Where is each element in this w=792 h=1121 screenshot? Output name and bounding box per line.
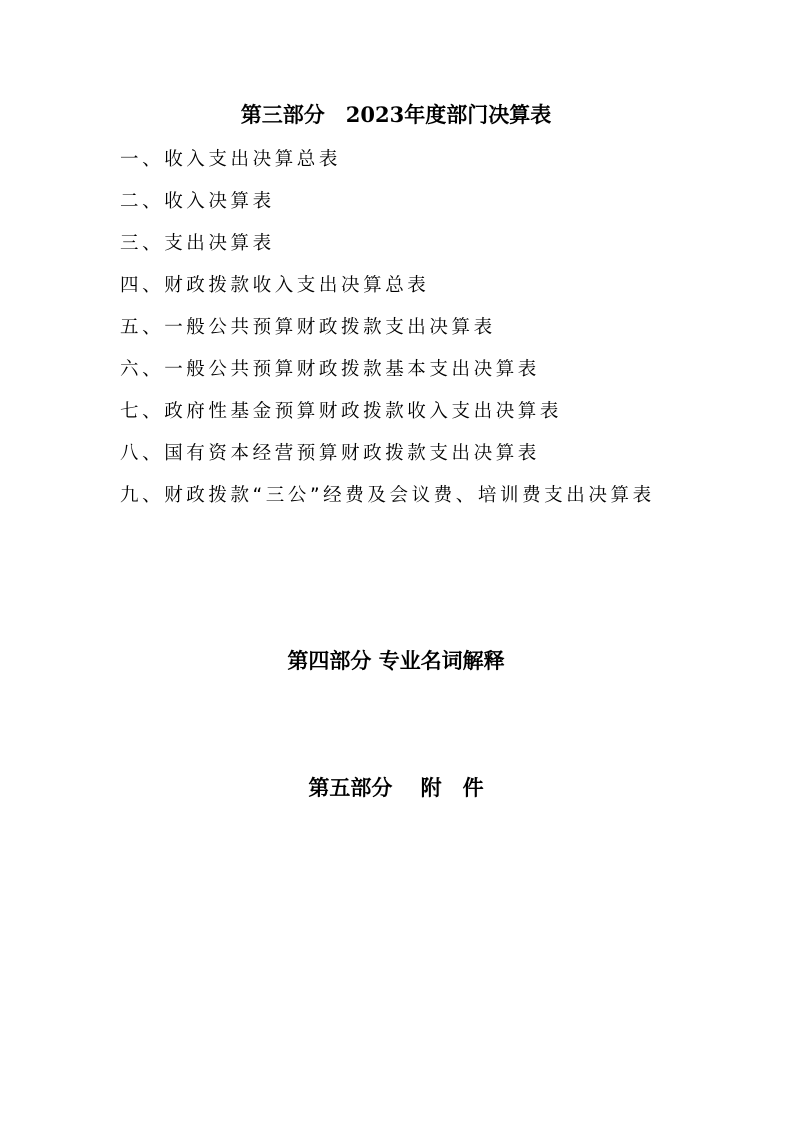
part3-title: 第三部分 2023年度部门决算表 bbox=[240, 102, 552, 127]
part4-title: 第四部分 专业名词解释 bbox=[287, 648, 505, 673]
list-item: 九、财政拨款“三公”经费及会议费、培训费支出决算表 bbox=[120, 485, 655, 506]
list-item: 七、政府性基金预算财政拨款收入支出决算表 bbox=[120, 401, 563, 422]
list-item: 一、收入支出决算总表 bbox=[120, 149, 342, 170]
part5-title: 第五部分 附 件 bbox=[308, 775, 484, 800]
list-item: 八、国有资本经营预算财政拨款支出决算表 bbox=[120, 443, 540, 464]
list-item: 三、支出决算表 bbox=[120, 233, 275, 254]
list-item: 二、收入决算表 bbox=[120, 191, 275, 212]
part3-table-list bbox=[120, 146, 655, 524]
list-item: 四、财政拨款收入支出决算总表 bbox=[120, 275, 430, 296]
list-item: 六、一般公共预算财政拨款基本支出决算表 bbox=[120, 359, 540, 380]
list-item: 五、一般公共预算财政拨款支出决算表 bbox=[120, 317, 496, 338]
